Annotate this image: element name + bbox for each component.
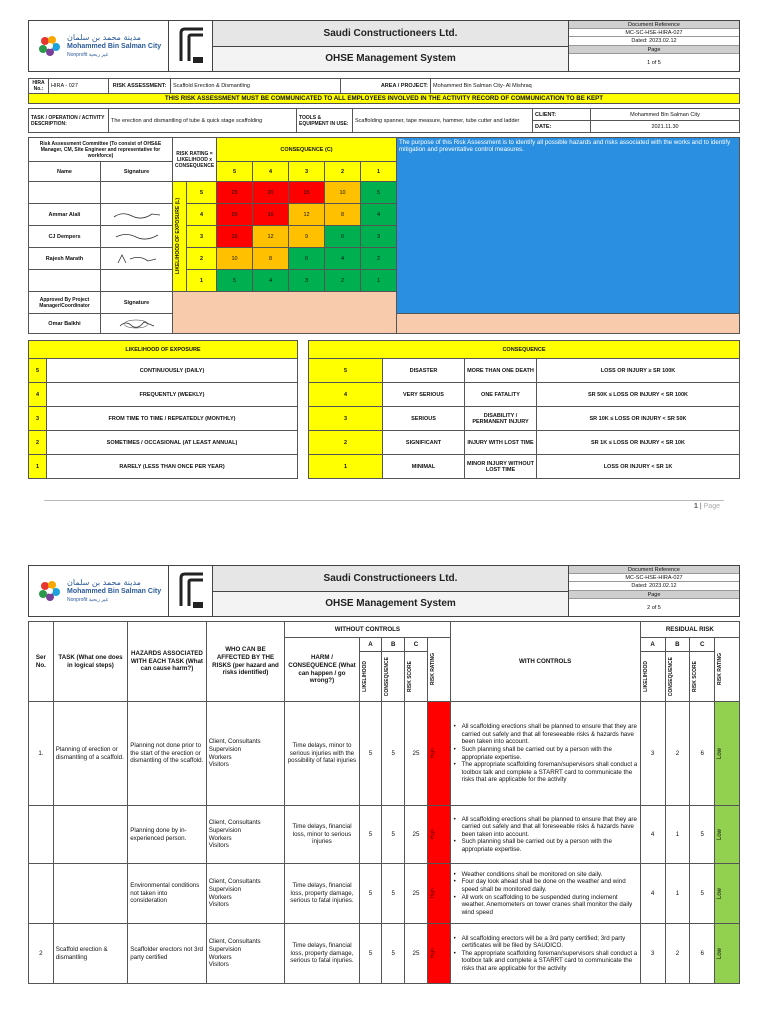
control-measure: • Four day look ahead shall be done on the weather and wind speed shall be monitored daily.: [453, 878, 638, 893]
consequence-level: 5: [309, 359, 383, 383]
consequence-cell: 5: [382, 806, 405, 864]
consequence-cell: 5: [382, 702, 405, 806]
likelihood-cell: 5: [359, 864, 382, 924]
affected-party: Visitors: [208, 901, 229, 909]
consequence-definition-table: [308, 340, 740, 479]
committee-title: Risk Assessment Committee (To consist of OHS&E Manager, CM, Site Engineer and representative for workforce): [29, 138, 173, 162]
col-consequence: CONSEQUENCE: [382, 652, 405, 702]
assessment-row: [29, 702, 740, 806]
residual-consequence-cell: 2: [665, 924, 690, 984]
who-cell: [206, 806, 285, 864]
score-cell: 25: [405, 702, 428, 806]
doc-ref-label: Document Reference: [569, 21, 739, 29]
col-a: A: [640, 638, 665, 652]
affected-party: Visitors: [208, 761, 229, 769]
col-c: C: [405, 638, 428, 652]
consequence-injury: MORE THAN ONE DEATH: [465, 359, 537, 383]
residual-score-cell: 5: [690, 864, 715, 924]
likelihood-row-5: 5: [187, 182, 217, 204]
affected-party: Supervision: [208, 885, 242, 893]
page-number: 1 | Page: [694, 503, 720, 510]
consequence-injury: INJURY WITH LOST TIME: [465, 431, 537, 455]
likelihood-definition-table: [28, 340, 298, 479]
rating-low-cell: Low: [715, 864, 740, 924]
consequence-severity: MINIMAL: [383, 455, 465, 479]
committee-blank: [29, 182, 101, 204]
company-name: Saudi Constructioneers Ltd.: [213, 21, 568, 47]
harm-cell: Time delays, minor to serious injuries with the possibility of fatal injuries: [285, 702, 359, 806]
matrix-cell: 16: [253, 204, 289, 226]
consequence-injury: DISABILITY / PERMANENT INJURY: [465, 407, 537, 431]
col-harm: HARM / CONSEQUENCE (What can happen / go wrong?): [285, 638, 359, 702]
controls-cell: [450, 864, 640, 924]
col-likelihood: LIKELIHOOD: [359, 652, 382, 702]
residual-score-cell: 6: [690, 924, 715, 984]
residual-likelihood-cell: 4: [640, 806, 665, 864]
rating-low-cell: Low: [715, 924, 740, 984]
affected-party: Workers: [208, 893, 232, 901]
hira-label: HIRA No.:: [29, 79, 49, 94]
control-measure: • The appropriate scaffolding foreman/supervisors shall conduct a toolbox talk and complete a STARRT card to communicate the risks that are applicable for the activity: [453, 761, 638, 784]
area-label: AREA / PROJECT:: [341, 79, 431, 94]
ser-no: [29, 806, 54, 864]
company-logo: [169, 21, 213, 71]
harm-cell: Time delays, financial loss, minor to serious injuries: [285, 806, 359, 864]
consequence-loss: SR 1K ≤ LOSS OR INJURY < SR 10K: [537, 431, 740, 455]
harm-cell: Time delays, financial loss, property damage, serious to fatal injuries.: [285, 864, 359, 924]
matrix-cell: 5: [217, 270, 253, 292]
residual-score-cell: 5: [690, 806, 715, 864]
matrix-cell: 20: [217, 204, 253, 226]
likelihood-row-1: 1: [187, 270, 217, 292]
likelihood-row-3: 3: [187, 226, 217, 248]
control-measure: • All scaffolding erectors will be a 3rd party certified; 3rd party certificates will be filed by SAUDICO.: [453, 935, 638, 950]
purpose-statement: The purpose of this Risk Assessment is to identify all possible hazards and risks associated with the works and to identify mitigation and preventative control measures.: [397, 138, 740, 314]
page-1: [28, 20, 740, 479]
client-label: CLIENT:: [533, 109, 591, 121]
consequence-injury: ONE FATALITY: [465, 383, 537, 407]
consequence-col-1: 1: [361, 162, 397, 182]
matrix-cell: 2: [325, 270, 361, 292]
likelihood-desc: SOMETIMES / OCCASIONAL (AT LEAST ANNUAL): [47, 431, 298, 455]
logo-nonprofit: Nonprofit غير ربحية: [67, 51, 109, 58]
likelihood-desc: RARELY (LESS THAN ONCE PER YEAR): [47, 455, 298, 479]
affected-party: Visitors: [208, 842, 229, 850]
logo-nonprofit: Nonprofit غير ربحية: [67, 596, 109, 603]
consequence-table-title: CONSEQUENCE: [309, 341, 740, 359]
rating-high-cell: High: [427, 702, 450, 806]
page-label: Page: [569, 591, 739, 599]
col-task: TASK (What one does in logical steps): [53, 622, 127, 702]
col-residual-rating: RISK RATING: [715, 638, 740, 702]
col-with-controls: WITH CONTROLS: [450, 622, 640, 702]
committee-member-2: CJ Dempers: [29, 226, 101, 248]
hazard-cell: Planning done by in-experienced person.: [128, 806, 207, 864]
controls-cell: [450, 806, 640, 864]
control-measure: • Such planning shall be carried out by a person with the appropriate expertise.: [453, 838, 638, 853]
consequence-col-5: 5: [217, 162, 253, 182]
city-logo: [29, 566, 169, 616]
system-name: OHSE Management System: [213, 47, 568, 72]
matrix-cell: 8: [253, 248, 289, 270]
matrix-cell: 25: [217, 182, 253, 204]
risk-matrix-block: [28, 137, 740, 334]
task-cell: [53, 864, 127, 924]
company-name: Saudi Constructioneers Ltd.: [213, 566, 568, 592]
consequence-level: 1: [309, 455, 383, 479]
doc-ref: MC-SC-HSE-HIRA-027: [569, 29, 739, 37]
logo-icon: [37, 33, 63, 59]
consequence-level: 3: [309, 407, 383, 431]
risk-assessment-label: RISK ASSESSMENT:: [109, 79, 171, 94]
task-cell: [53, 806, 127, 864]
who-cell: [206, 924, 285, 984]
matrix-cell: 15: [217, 226, 253, 248]
matrix-cell: 6: [289, 248, 325, 270]
residual-risk-header: RESIDUAL RISK: [640, 622, 739, 638]
consequence-loss: SR 50K ≤ LOSS OR INJURY < SR 100K: [537, 383, 740, 407]
system-name: OHSE Management System: [213, 592, 568, 617]
consequence-level: 4: [309, 383, 383, 407]
affected-party: Workers: [208, 753, 232, 761]
consequence-col-3: 3: [289, 162, 325, 182]
residual-consequence-cell: 1: [665, 806, 690, 864]
likelihood-desc: CONTINUOUSLY (DAILY): [47, 359, 298, 383]
communication-banner: THIS RISK ASSESSMENT MUST BE COMMUNICATED TO ALL EMPLOYEES INVOLVED IN THE ACTIVITY RECORD OF COMMUNICATION TO BE KEPT: [29, 94, 740, 104]
likelihood-level: 2: [29, 431, 47, 455]
date-value: 2021.11.30: [591, 121, 740, 133]
control-measure: • Weather conditions shall be monitored on site daily.: [453, 871, 638, 879]
affected-party: Client, Consultants: [208, 878, 261, 886]
name-col-header: Name: [29, 162, 101, 182]
assessment-row: [29, 924, 740, 984]
col-residual-likelihood: LIKELIHOOD: [640, 652, 665, 702]
who-cell: [206, 864, 285, 924]
matrix-cell: 1: [361, 270, 397, 292]
doc-ref: MC-SC-HSE-HIRA-027: [569, 574, 739, 582]
control-measure: • The appropriate scaffolding foreman/supervisors shall conduct a toolbox talk and complete a STARRT card to communicate the risks that are applicable for the activity: [453, 950, 638, 973]
signature-col-header: Signature: [101, 162, 173, 182]
tools-label: TOOLS & EQUIPMENT IN USE:: [297, 109, 353, 133]
likelihood-level: 1: [29, 455, 47, 479]
task-cell: Scaffold erection & dismantling: [53, 924, 127, 984]
matrix-cell: 5: [361, 182, 397, 204]
logo-english: Mohammed Bin Salman City: [67, 587, 162, 595]
residual-likelihood-cell: 3: [640, 924, 665, 984]
residual-consequence-cell: 1: [665, 864, 690, 924]
signature-3: [101, 248, 173, 270]
approved-name: Omar Balkhi: [29, 314, 101, 334]
ser-no: 1.: [29, 702, 54, 806]
hazard-cell: Planning not done prior to the start of the erection or dismantling of the scaffold.: [128, 702, 207, 806]
matrix-cell: 3: [361, 226, 397, 248]
residual-likelihood-cell: 3: [640, 702, 665, 806]
col-rating: RISK RATING: [427, 638, 450, 702]
logo-english: Mohammed Bin Salman City: [67, 42, 162, 50]
col-who: WHO CAN BE AFFECTED BY THE RISKS (per hazard and risks identified): [206, 622, 285, 702]
doc-dated: Dated: 2023.02.12: [569, 582, 739, 591]
affected-party: Workers: [208, 834, 232, 842]
ser-no: [29, 864, 54, 924]
document-header: [28, 20, 740, 72]
matrix-cell: 10: [325, 182, 361, 204]
approved-signature-header: Signature: [101, 292, 173, 314]
document-header: [28, 565, 740, 617]
page-2: [28, 565, 740, 984]
likelihood-level: 4: [29, 383, 47, 407]
assessment-row: [29, 864, 740, 924]
area-value: Mohammed Bin Salman City- Al Mishraq: [431, 79, 740, 94]
page-of: 2 of 5: [647, 604, 661, 611]
col-hazards: HAZARDS ASSOCIATED WITH EACH TASK (What can cause harm?): [128, 622, 207, 702]
likelihood-desc: FROM TIME TO TIME / REPEATEDLY (MONTHLY): [47, 407, 298, 431]
matrix-cell: 15: [289, 182, 325, 204]
saudico-logo-icon: [177, 27, 205, 65]
likelihood-level: 5: [29, 359, 47, 383]
matrix-cell: 20: [253, 182, 289, 204]
task-table: [28, 108, 740, 133]
matrix-cell: 2: [361, 248, 397, 270]
consequence-level: 2: [309, 431, 383, 455]
client-value: Mohammed Bin Salman City: [591, 109, 740, 121]
doc-dated: Dated: 2023.02.12: [569, 37, 739, 46]
col-ser: Ser No.: [29, 622, 54, 702]
affected-party: Visitors: [208, 961, 229, 969]
matrix-cell: 4: [325, 248, 361, 270]
likelihood-desc: FREQUENTLY (WEEKLY): [47, 383, 298, 407]
likelihood-level: 3: [29, 407, 47, 431]
city-logo: [29, 21, 169, 71]
risk-assessment-value: Scaffold Erection & Dismantling: [171, 79, 341, 94]
likelihood-cell: 5: [359, 806, 382, 864]
affected-party: Supervision: [208, 826, 242, 834]
likelihood-row-4: 4: [187, 204, 217, 226]
score-cell: 25: [405, 924, 428, 984]
logo-arabic: مدينة محمد بن سلمان: [67, 577, 141, 587]
doc-reference-box: [569, 566, 739, 616]
task-cell: Planning of erection or dismantling of a scaffold.: [53, 702, 127, 806]
tools-value: Scaffolding spanner, tape measure, hammer, tube cutter and ladder: [353, 109, 533, 133]
col-b: B: [382, 638, 405, 652]
score-cell: 25: [405, 806, 428, 864]
affected-party: Workers: [208, 953, 232, 961]
affected-party: Client, Consultants: [208, 738, 261, 746]
affected-party: Supervision: [208, 745, 242, 753]
matrix-cell: 12: [289, 204, 325, 226]
matrix-cell: 3: [289, 270, 325, 292]
consequence-loss: SR 10K ≤ LOSS OR INJURY < SR 50K: [537, 407, 740, 431]
likelihood-cell: 5: [359, 924, 382, 984]
doc-ref-label: Document Reference: [569, 566, 739, 574]
consequence-col-4: 4: [253, 162, 289, 182]
logo-arabic: مدينة محمد بن سلمان: [67, 32, 141, 42]
residual-score-cell: 6: [690, 702, 715, 806]
matrix-cell: 10: [217, 248, 253, 270]
col-score: RISK SCORE: [405, 652, 428, 702]
rating-high-cell: High: [427, 864, 450, 924]
consequence-loss: LOSS OR INJURY ≥ SR 100K: [537, 359, 740, 383]
logo-icon: [37, 578, 63, 604]
score-cell: 25: [405, 864, 428, 924]
harm-cell: Time delays, financial loss, property damage, serious to fatal injuries.: [285, 924, 359, 984]
matrix-cell: 4: [361, 204, 397, 226]
matrix-footer-band: [173, 292, 397, 334]
hazard-cell: Scaffolder erectors not 3rd party certified: [128, 924, 207, 984]
affected-party: Client, Consultants: [208, 938, 261, 946]
matrix-cell: 4: [253, 270, 289, 292]
without-controls-header: WITHOUT CONTROLS: [285, 622, 450, 638]
rating-low-cell: Low: [715, 702, 740, 806]
date-label: DATE:: [533, 121, 591, 133]
assessment-table: [28, 621, 740, 984]
matrix-cell: 9: [289, 226, 325, 248]
hazard-cell: Environmental conditions not taken into consideration: [128, 864, 207, 924]
residual-consequence-cell: 2: [665, 702, 690, 806]
col-residual-consequence: CONSEQUENCE: [665, 652, 690, 702]
approved-label: Approved By Project Manager/Coordinator: [29, 292, 101, 314]
col-c: C: [690, 638, 715, 652]
doc-reference-box: [569, 21, 739, 71]
consequence-axis-label: CONSEQUENCE (C): [217, 138, 397, 162]
affected-party: Supervision: [208, 945, 242, 953]
company-logo: [169, 566, 213, 616]
who-cell: [206, 702, 285, 806]
col-b: B: [665, 638, 690, 652]
page-separator-line: [44, 500, 724, 501]
control-measure: • All work on scaffolding to be suspended during inclement weather. Anemometers on tower cranes shall monitor the daily wind speed: [453, 894, 638, 917]
control-measure: • Such planning shall be carried out by a person with the appropriate expertise.: [453, 746, 638, 761]
ser-no: 2: [29, 924, 54, 984]
task-value: The erection and dismantling of tube & quick stage scaffolding: [109, 109, 297, 133]
col-a: A: [359, 638, 382, 652]
matrix-cell: 12: [253, 226, 289, 248]
consequence-col-2: 2: [325, 162, 361, 182]
saudico-logo-icon: [177, 572, 205, 610]
controls-cell: [450, 702, 640, 806]
committee-member-1: Ammar Alali: [29, 204, 101, 226]
control-measure: • All scaffolding erections shall be planned to ensure that they are carried out safely and that all foreseeable risks & hazards have been taken into account.: [453, 816, 638, 839]
page-of: 1 of 5: [647, 59, 661, 66]
page-label: Page: [569, 46, 739, 54]
consequence-severity: SERIOUS: [383, 407, 465, 431]
committee-member-3: Rajesh Marath: [29, 248, 101, 270]
rating-formula: RISK RATING = LIKELIHOOD x CONSEQUENCE: [173, 138, 217, 182]
matrix-cell: 6: [325, 226, 361, 248]
matrix-cell: 8: [325, 204, 361, 226]
likelihood-axis-label: LIKELIHOOD OF EXPOSURE (L): [173, 182, 187, 292]
assessment-row: [29, 806, 740, 864]
residual-likelihood-cell: 4: [640, 864, 665, 924]
rating-high-cell: High: [427, 806, 450, 864]
likelihood-table-title: LIKELIHOOD OF EXPOSURE: [29, 341, 298, 359]
consequence-cell: 5: [382, 924, 405, 984]
likelihood-row-2: 2: [187, 248, 217, 270]
signature-1: [101, 204, 173, 226]
likelihood-cell: 5: [359, 702, 382, 806]
col-residual-score: RISK SCORE: [690, 652, 715, 702]
controls-cell: [450, 924, 640, 984]
info-table: [28, 78, 740, 104]
affected-party: Client, Consultants: [208, 819, 261, 827]
rating-high-cell: High: [427, 924, 450, 984]
consequence-loss: LOSS OR INJURY < SR 1K: [537, 455, 740, 479]
consequence-cell: 5: [382, 864, 405, 924]
hira-no: HIRA - 027: [49, 79, 109, 94]
signature-2: [101, 226, 173, 248]
consequence-severity: DISASTER: [383, 359, 465, 383]
consequence-injury: MINOR INJURY WITHOUT LOST TIME: [465, 455, 537, 479]
control-measure: • All scaffolding erections shall be planned to ensure that they are carried out safely and that all foreseeable risks & hazards have been taken into account.: [453, 723, 638, 746]
consequence-severity: VERY SERIOUS: [383, 383, 465, 407]
approved-signature: [101, 314, 173, 334]
task-label: TASK / OPERATION / ACTIVITY DESCRIPTION:: [29, 109, 109, 133]
consequence-severity: SIGNIFICANT: [383, 431, 465, 455]
rating-low-cell: Low: [715, 806, 740, 864]
